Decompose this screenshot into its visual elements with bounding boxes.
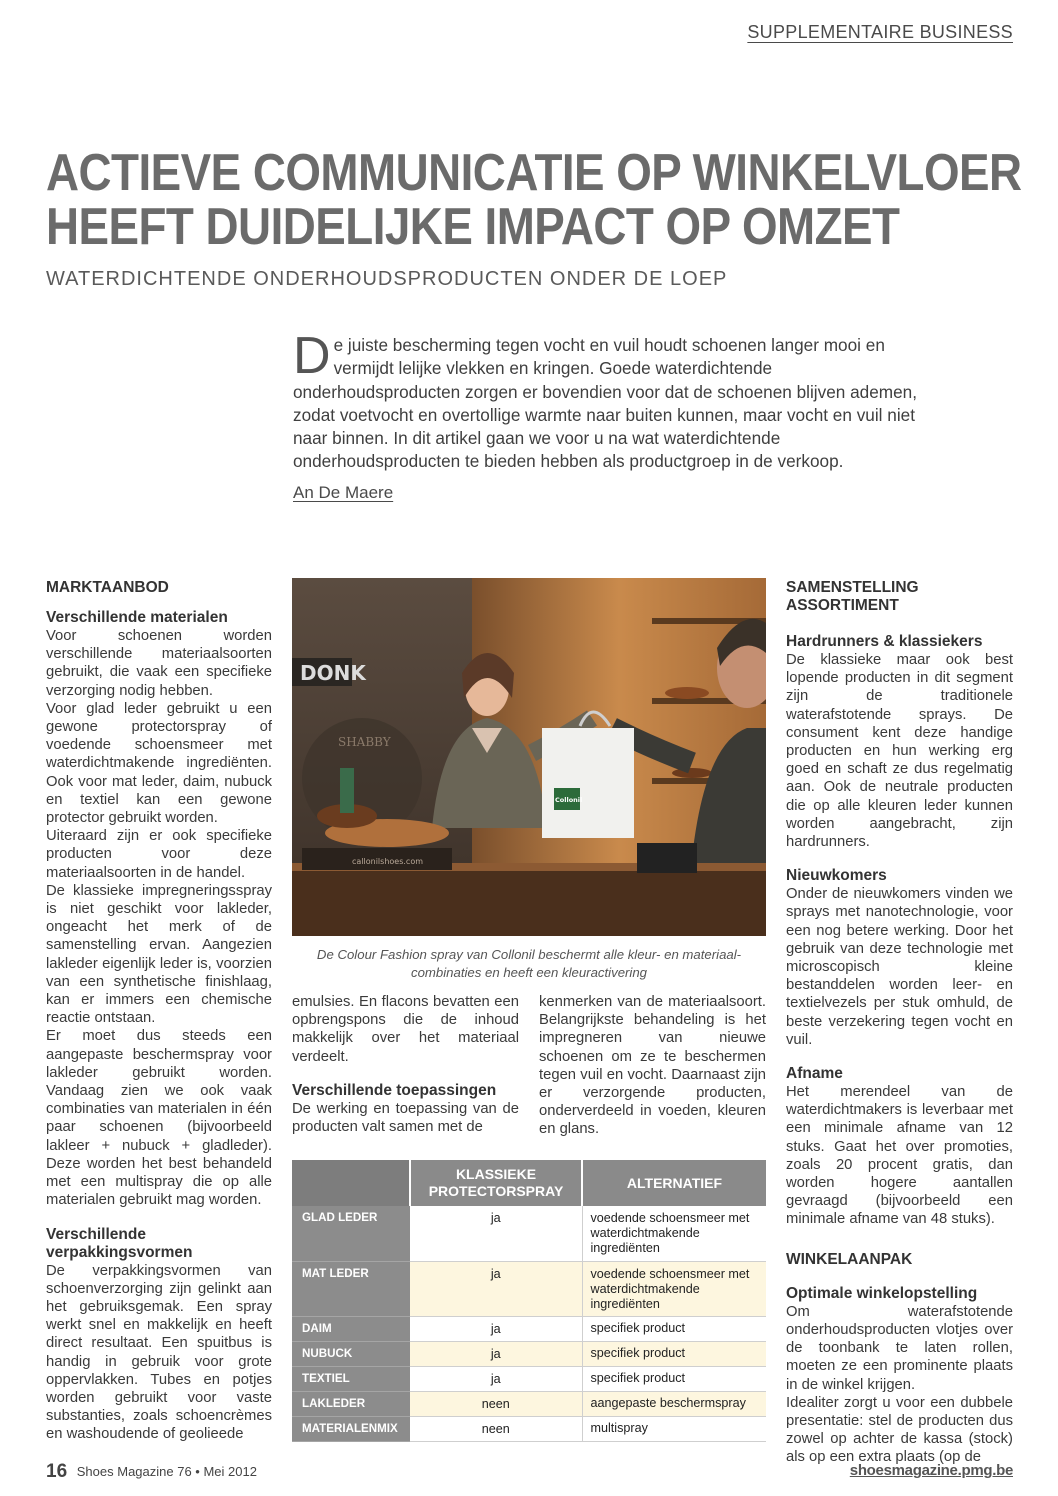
caption-line: combinaties en heeft een kleuractivering (410, 965, 648, 980)
box-brand-text: SHABBY (338, 735, 391, 749)
intro-line: onderhoudsproducten te bieden hebben als productgroep in de verkoop. (293, 451, 844, 472)
body-paragraph: De klassieke maar ook best lopende producten in dit segment zijn de traditionele waterafstotende sprays. De consument kent deze handige producten en hun werking erg goed en schaft ze dus regelmatig aan. Ook de neutrale producten die op alle kleuren leder kunnen worden aangebracht, zijn hardrunners. (786, 652, 1013, 851)
table-row (292, 1261, 766, 1316)
headline-line-1: ACTIEVE COMMUNICATIE OP WINKELVLOER (46, 144, 1022, 202)
row-label: DAIM (292, 1316, 410, 1341)
body-paragraph: Voor glad leder gebruikt u een gewone protectorspray of voedende schoensmeer met waterdichtmakende ingrediënten. Ook voor mat leder, daim, nubuck en textiel kan een gewone protector gebruikt worden. (46, 700, 272, 827)
box-url-text: callonilshoes.com (352, 857, 424, 866)
shop-counter-illustration (292, 578, 766, 936)
materials-comparison-table (292, 1160, 766, 1442)
row-label: LAKLEDER (292, 1391, 410, 1416)
cell-klassiek: ja (410, 1206, 582, 1261)
section-tag: SUPPLEMENTAIRE BUSINESS (747, 22, 1013, 42)
section-heading-marktaanbod: MARKTAANBOD (46, 579, 169, 596)
cell-alternatief: voedende schoensmeer met waterdichtmakende ingrediënten (582, 1261, 766, 1316)
subheading-toepassingen: Verschillende toepassingen (292, 1081, 497, 1099)
caption-line: De Colour Fashion spray van Collonil beschermt alle kleur- en materiaal- (316, 947, 742, 962)
column-3 (539, 993, 766, 1139)
table-header-alternatief: ALTERNATIEF (582, 1160, 766, 1206)
cell-klassiek: ja (410, 1261, 582, 1316)
body-paragraph: De klassieke impregneringsspray is niet geschikt voor lakleder, ongeacht het merk of de samenstelling ervan. Aangezien lakleder eigenlijk leder is, voorzien van een synthetische finishlaag, kan er immers een chemische reactie ontstaan. (46, 882, 272, 1027)
body-paragraph: Voor schoenen worden verschillende materiaalsoorten gebruikt, die vaak een specifieke verzorging nodig hebben. (46, 628, 272, 699)
intro-paragraph (293, 327, 933, 474)
body-paragraph: emulsies. En flacons bevatten een opbrengspons die de inhoud makkelijk over het materiaal verdeelt. (292, 994, 519, 1065)
row-label: GLAD LEDER (292, 1206, 410, 1261)
magazine-issue: Shoes Magazine 76 • Mei 2012 (76, 1464, 257, 1479)
table-row (292, 1366, 766, 1391)
intro-line: vermijdt lelijke vlekken en kringen. Goede waterdichtende (333, 358, 773, 379)
section-heading-assortiment: SAMENSTELLING ASSORTIMENT (786, 579, 919, 614)
table-row (292, 1391, 766, 1416)
body-paragraph: Het merendeel van de waterdichtmakers is leverbaar met een minimale afname van 12 stuks. Gaat het over promoties, zoals 20 procent gratis, dan worden hogere aantallen gevraagd (bijvoorbeeld een minimale afname van 48 stuks). (786, 1084, 1013, 1228)
column-2 (292, 993, 519, 1136)
cell-alternatief: voedende schoensmeer met waterdichtmakende ingrediënten (582, 1206, 766, 1261)
subheading-winkelopstelling: Optimale winkelopstelling (786, 1284, 978, 1302)
body-paragraph: Er moet dus steeds een aangepaste beschermspray voor lakleder gebruikt worden. Vandaag zien we ook vaak combinaties van materialen in één paar schoenen (bijvoorbeeld lakleer + nubuck + gladleder). Deze worden het best behandeld met een multispray die op alle materialen gebruikt mag worden. (46, 1028, 272, 1209)
intro-line: zodat voetvocht en overtollige warmte naar buiten kunnen, maar vocht en vuil niet (293, 404, 915, 425)
subheading-hardrunners: Hardrunners & klassiekers (786, 633, 983, 650)
row-label: TEXTIEL (292, 1366, 410, 1391)
body-paragraph: Om waterafstotende onderhoudsproducten vlotjes over de toonbank te laten rollen, moeten ze een prominente plaats in de winkel krijgen. (786, 1303, 1013, 1393)
cell-alternatief: aangepaste beschermspray (582, 1391, 766, 1416)
table-header-klassiek: KLASSIEKE PROTECTORSPRAY (410, 1160, 582, 1206)
table-header-row (292, 1160, 766, 1206)
footer-url-link[interactable]: shoesmagazine.pmg.be (849, 1462, 1013, 1479)
column-4 (786, 579, 1013, 1467)
cell-alternatief: multispray (582, 1416, 766, 1441)
column-1 (46, 579, 272, 1444)
subheading-nieuwkomers: Nieuwkomers (786, 867, 887, 885)
table-row (292, 1206, 766, 1261)
cell-alternatief: specifiek product (582, 1366, 766, 1391)
cell-klassiek: neen (410, 1416, 582, 1441)
intro-line: e juiste bescherming tegen vocht en vuil houdt schoenen langer mooi en (333, 335, 885, 355)
body-paragraph: Idealiter zorgt u voor een dubbele presentatie: stel de producten dus zowel op achter de kassa (stock) als op een extra plaats (op de (786, 1394, 1013, 1466)
subheading-materialen: Verschillende materialen (46, 609, 228, 626)
row-label: MAT LEDER (292, 1261, 410, 1316)
row-label: MATERIALENMIX (292, 1416, 410, 1441)
row-label: NUBUCK (292, 1341, 410, 1366)
bag-logo-text: Collonil (555, 796, 583, 804)
cell-alternatief: specifiek product (582, 1316, 766, 1341)
body-paragraph: De verpakkingsvormen van schoenverzorging zijn gelinkt aan het gebruiksgemak. Een spray werkt snel en makkelijk en heeft direct resultaat. Een spuitbus is handig in gebruik voor grote oppervlakken. Tubes en potjes worden gebruikt voor vaste substanties, zoals schoencrèmes en washoudende of geolieede (46, 1262, 272, 1443)
store-sign-text: DONK (300, 661, 366, 685)
body-paragraph: kenmerken van de materiaalsoort. Belangrijkste behandeling is het impregneren van nieuwe schoenen om ze te beschermen tegen vuil en vocht. Daarnaast zijn er verzorgende producten, onderverdeeld in voeden, kleuren en glans. (539, 994, 766, 1138)
cell-klassiek: ja (410, 1316, 582, 1341)
footer-folio (46, 1461, 257, 1483)
intro-line: naar binnen. In dit artikel gaan we voor u na wat waterdichtende (293, 428, 781, 449)
body-paragraph: De werking en toepassing van de producten valt samen met de (292, 1100, 519, 1136)
photo-caption (292, 946, 766, 982)
cell-alternatief: specifiek product (582, 1341, 766, 1366)
cell-klassiek: ja (410, 1366, 582, 1391)
author-byline[interactable]: An De Maere (293, 483, 394, 502)
cell-klassiek: ja (410, 1341, 582, 1366)
intro-line: onderhoudsproducten zorgen er bovendien voor dat de schoenen blijven ademen, (293, 381, 917, 402)
subheading-verpakkingsvormen: Verschillende verpakkingsvormen (46, 1225, 193, 1261)
section-heading-winkelaanpak: WINKELAANPAK (786, 1250, 913, 1268)
subheading-afname: Afname (786, 1065, 843, 1083)
table-header-blank (292, 1160, 410, 1206)
cell-klassiek: neen (410, 1391, 582, 1416)
article-subhead: WATERDICHTENDE ONDERHOUDSPRODUCTEN ONDER DE LOEP (46, 268, 728, 290)
table-row (292, 1316, 766, 1341)
page-number: 16 (46, 1461, 68, 1482)
article-headline (46, 144, 1022, 256)
table-row (292, 1341, 766, 1366)
drop-cap: D (293, 327, 331, 385)
article-photo (292, 578, 766, 936)
headline-line-2: HEEFT DUIDELIJKE IMPACT OP OMZET (46, 198, 900, 256)
body-paragraph: Onder de nieuwkomers vinden we sprays met nanotechnologie, voor een nog betere werking. Door het gebruik van deze technologie met microscopisch kleine bestanddelen worden leer- en textielvezels per stuk omhuld, de beste verzekering tegen vocht en vuil. (786, 886, 1013, 1048)
table-row (292, 1416, 766, 1441)
body-paragraph: Uiteraard zijn er ook specifieke producten voor deze materiaalsoorten in de handel. (46, 828, 272, 881)
